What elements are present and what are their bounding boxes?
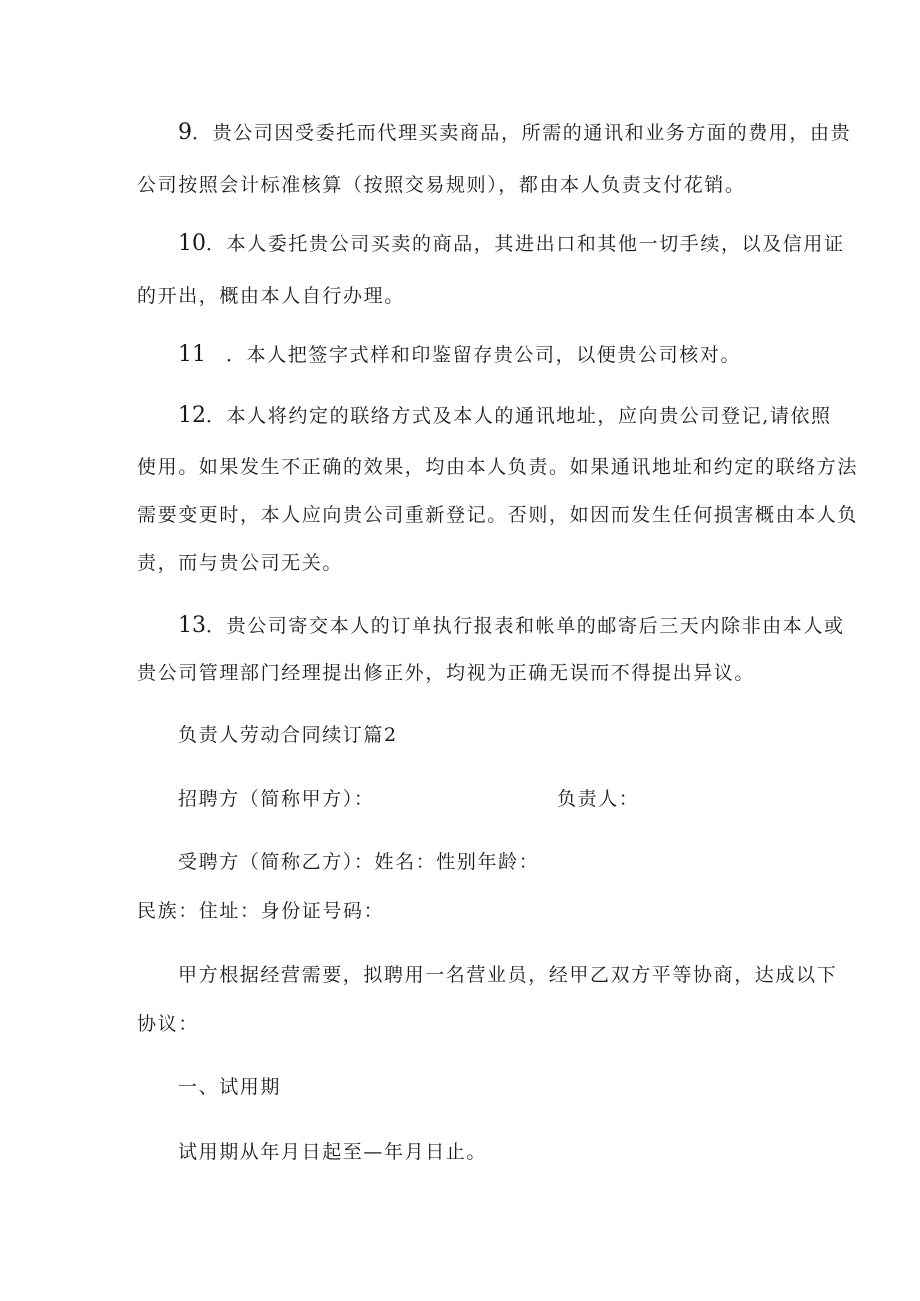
clause-9-number: 9: [178, 120, 192, 145]
clause-11-line-1: [178, 343, 741, 367]
clause-13-text: ．贵公司寄交本人的订单执行报表和帐单的邮寄后三天内除非由本人或: [206, 615, 845, 637]
clause-12-line-1: [178, 404, 832, 428]
clause-9-text: ．贵公司因受委托而代理买卖商品，所需的通讯和业务方面的费用，由贵: [192, 122, 852, 144]
clause-10-number: 10: [178, 231, 206, 256]
clause-12-number: 12: [178, 403, 206, 428]
clause-12-text: ．本人将约定的联络方式及本人的通讯地址，应向贵公司登记,请依照: [206, 405, 832, 427]
clause-13-line-1: [178, 614, 845, 638]
clause-12-line-4: 责，而与贵公司无关。: [137, 552, 344, 574]
clause-9-line-2: 公司按照会计标准核算（按照交易规则），都由本人负责支付花销。: [137, 174, 746, 196]
section-title: 负责人劳动合同续订篇2: [178, 724, 398, 746]
employer-label: 招聘方（简称甲方）：: [178, 788, 375, 810]
clause-10-text: ．本人委托贵公司买卖的商品，其进出口和其他一切手续，以及信用证: [206, 233, 845, 255]
clause-11-text: ．本人把签字式样和印鉴留存贵公司，以便贵公司核对。: [226, 344, 742, 366]
clause-10-line-2: 的开出，概由本人自行办理。: [137, 285, 405, 307]
clause-13-number: 13: [178, 613, 206, 638]
clause-10-line-1: [178, 232, 845, 256]
clause-9-line-1: [178, 121, 851, 145]
employee-line: 受聘方（简称乙方）：姓名：性别年龄：: [178, 851, 540, 873]
agreement-line-2: 协议：: [137, 1013, 199, 1035]
employee-line-2: 民族：住址：身份证号码：: [137, 900, 385, 922]
clause-12-line-3: 需要变更时，本人应向贵公司重新登记。否则，如因而发生任何损害概由本人负: [137, 504, 859, 526]
clause-heading: 一、试用期: [178, 1076, 282, 1098]
employer-rep-label: 负责人：: [557, 788, 640, 810]
clause-12-line-2: 使用。如果发生不正确的效果，均由本人负责。如果通讯地址和约定的联络方法: [137, 456, 859, 478]
agreement-line-1: 甲方根据经营需要，拟聘用一名营业员，经甲乙双方平等协商，达成以下: [178, 964, 838, 986]
clause-text: 试用期从年月日起至—年月日止。: [178, 1141, 488, 1163]
clause-11-number: 11: [178, 342, 206, 367]
clause-13-line-2: 贵公司管理部门经理提出修正外，均视为正确无误而不得提出异议。: [137, 662, 756, 684]
